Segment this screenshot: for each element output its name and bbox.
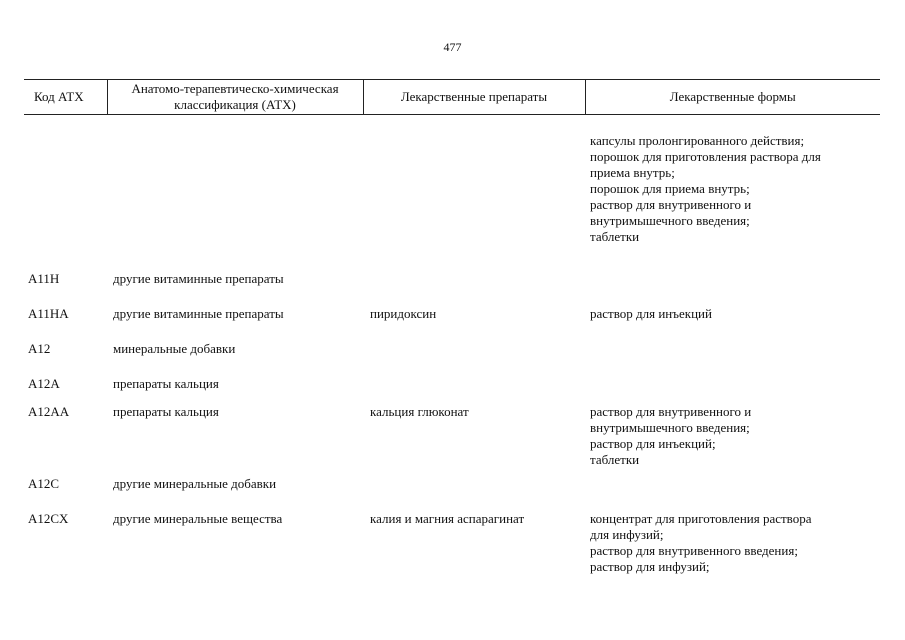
- atc-code-cell: A12C: [28, 476, 60, 491]
- dosage-form-line: раствор для инъекций;: [590, 436, 716, 451]
- drug-cell: [363, 341, 585, 376]
- table-row: [24, 271, 880, 306]
- atc-code-cell: A11H: [28, 271, 60, 286]
- drug-cell: пиридоксин: [370, 306, 437, 321]
- classification-cell: другие минеральные добавки: [113, 476, 277, 491]
- atc-drug-table: [24, 79, 880, 575]
- classification-cell: минеральные добавки: [113, 341, 236, 356]
- drug-cell: [363, 271, 585, 306]
- dosage-form-line: раствор для инфузий;: [590, 559, 710, 574]
- header-atc-code: Код АТХ: [24, 80, 107, 115]
- dosage-form-line: порошок для приема внутрь;: [590, 181, 750, 196]
- dosage-form-line: для инфузий;: [590, 527, 664, 542]
- dosage-form-line: внутримышечного введения;: [590, 420, 750, 435]
- table-row: [24, 511, 880, 575]
- dosage-form-line: раствор для внутривенного и: [590, 197, 752, 212]
- dosage-forms-cell: [585, 511, 880, 575]
- drug-cell: кальция глюконат: [370, 404, 469, 419]
- atc-code-cell: A12A: [28, 376, 60, 391]
- classification-cell: препараты кальция: [113, 376, 219, 391]
- atc-code-cell: A12CX: [28, 511, 69, 526]
- dosage-forms-cell: [585, 376, 880, 404]
- dosage-form-line: раствор для внутривенного введения;: [590, 543, 798, 558]
- dosage-form-line: порошок для приготовления раствора для: [590, 149, 821, 164]
- table-row: [24, 115, 880, 272]
- dosage-form-line: концентрат для приготовления раствора: [590, 511, 812, 526]
- classification-cell: другие витаминные препараты: [113, 271, 284, 286]
- drug-cell: [363, 376, 585, 404]
- dosage-form-line: капсулы пролонгированного действия;: [590, 133, 805, 148]
- dosage-form-line: приема внутрь;: [590, 165, 675, 180]
- drug-cell: калия и магния аспарагинат: [370, 511, 525, 526]
- drug-cell: [363, 476, 585, 511]
- dosage-forms-cell: [585, 404, 880, 476]
- atc-code-cell: A12AA: [28, 404, 70, 419]
- dosage-form-line: таблетки: [590, 229, 640, 244]
- header-drugs: Лекарственные препараты: [363, 80, 585, 115]
- page-number: 477: [443, 40, 462, 54]
- dosage-form-line: раствор для внутривенного и: [590, 404, 752, 419]
- classification-cell: [107, 115, 363, 272]
- dosage-form-line: внутримышечного введения;: [590, 213, 750, 228]
- header-dosage-forms: Лекарственные формы: [585, 80, 880, 115]
- table-row: [24, 404, 880, 476]
- dosage-forms-cell: [585, 306, 880, 341]
- table-row: [24, 476, 880, 511]
- drug-cell: [363, 115, 585, 272]
- header-atc-classification: Анатомо-терапевтическо-химическая классификация (АТХ): [107, 80, 363, 115]
- atc-code-cell: [24, 115, 107, 272]
- classification-cell: препараты кальция: [113, 404, 219, 419]
- atc-code-cell: A12: [28, 341, 51, 356]
- dosage-forms-cell: [585, 271, 880, 306]
- dosage-form-line: таблетки: [590, 452, 640, 467]
- dosage-forms-cell: [585, 341, 880, 376]
- dosage-forms-cell: [585, 115, 880, 272]
- table-row: [24, 376, 880, 404]
- table-row: [24, 341, 880, 376]
- atc-code-cell: A11HA: [28, 306, 69, 321]
- classification-cell: другие минеральные вещества: [113, 511, 283, 526]
- classification-cell: другие витаминные препараты: [113, 306, 284, 321]
- table-row: [24, 306, 880, 341]
- table-header-row: [24, 80, 880, 115]
- dosage-form-line: раствор для инъекций: [590, 306, 712, 321]
- dosage-forms-cell: [585, 476, 880, 511]
